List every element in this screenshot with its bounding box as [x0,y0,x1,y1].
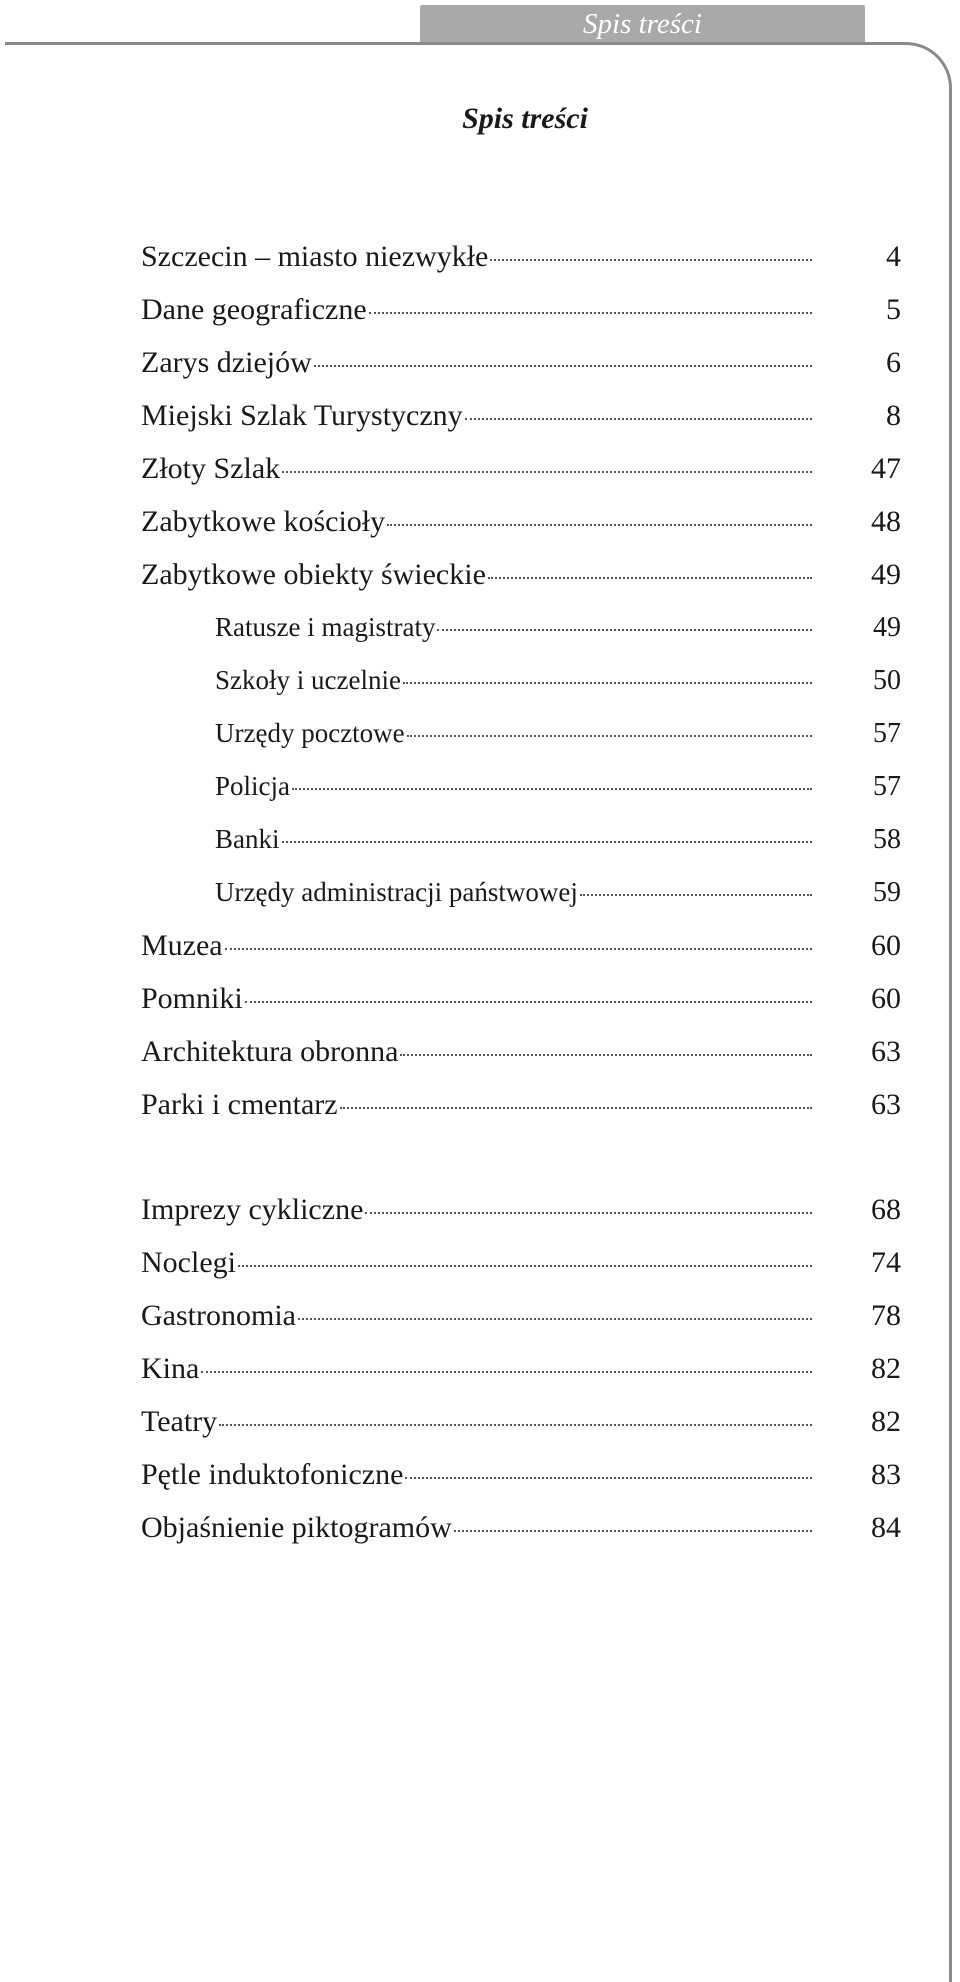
toc-page-number: 58 [873,824,901,855]
toc-page-number: 63 [871,1088,901,1121]
toc-entry-label: Ratusze i magistraty [215,612,436,642]
toc-dot-leader [465,418,812,420]
toc-entry-label: Pomniki [141,982,243,1015]
toc-entry[interactable] [141,389,901,442]
toc-entry[interactable] [141,1395,901,1448]
toc-entry[interactable] [141,283,901,336]
toc-dot-leader [387,524,812,526]
toc-dot-leader [437,629,812,631]
toc-dot-leader [340,1107,812,1109]
toc-page-number: 68 [871,1193,901,1226]
toc-dot-leader [490,259,812,261]
toc-entry[interactable] [141,230,901,283]
toc-page-number: 49 [871,558,901,591]
toc-page-number: 57 [873,771,901,802]
toc-group-main [141,230,901,1131]
toc-entry-label: Zabytkowe kościoły [141,505,386,538]
toc-dot-leader [405,1477,812,1479]
toc-entry[interactable] [141,548,901,601]
toc-page-number: 63 [871,1035,901,1068]
toc-dot-leader [407,735,812,737]
toc-dot-leader [403,682,812,684]
toc-dot-leader [201,1371,812,1373]
toc-entry-label: Parki i cmentarz [141,1088,338,1121]
toc-entry-label: Kina [141,1352,200,1385]
toc-page-number: 57 [873,718,901,749]
toc-entry-label: Objaśnienie piktogramów [141,1511,452,1544]
toc-page-number: 50 [873,665,901,696]
toc-page-number: 4 [886,240,901,273]
toc-entry-label: Pętle induktofoniczne [141,1458,404,1491]
toc-subentry[interactable] [141,707,901,760]
toc-group-info [141,1183,901,1554]
toc-page-number: 59 [873,877,901,908]
toc-page-number: 5 [886,293,901,326]
toc-dot-leader [314,365,812,367]
toc-entry-label: Muzea [141,929,223,962]
toc-entry[interactable] [141,1501,901,1554]
toc-dot-leader [238,1265,812,1267]
table-of-contents [141,230,901,1554]
toc-page-number: 47 [871,452,901,485]
toc-page-number: 74 [871,1246,901,1279]
toc-dot-leader [219,1424,812,1426]
toc-page-number: 49 [873,612,901,643]
toc-dot-leader [292,788,812,790]
toc-dot-leader [369,312,812,314]
toc-dot-leader [400,1054,812,1056]
toc-dot-leader [298,1318,812,1320]
toc-entry[interactable] [141,919,901,972]
toc-entry-label: Noclegi [141,1246,236,1279]
toc-entry[interactable] [141,336,901,389]
page-title: Spis treści [462,102,588,135]
toc-subentry[interactable] [141,654,901,707]
toc-entry-label: Architektura obronna [141,1035,399,1068]
toc-page-number: 78 [871,1299,901,1332]
toc-entry[interactable] [141,442,901,495]
toc-page-number: 8 [886,399,901,432]
toc-group-spacer [141,1131,901,1183]
toc-entry-label: Miejski Szlak Turystyczny [141,399,463,432]
toc-entry-label: Dane geograficzne [141,293,367,326]
toc-page-number: 82 [871,1405,901,1438]
toc-entry[interactable] [141,495,901,548]
toc-dot-leader [365,1212,812,1214]
toc-dot-leader [225,948,812,950]
toc-subentry[interactable] [141,760,901,813]
toc-dot-leader [580,894,812,896]
toc-entry-label: Zarys dziejów [141,346,312,379]
toc-page-number: 83 [871,1458,901,1491]
toc-page-number: 60 [871,929,901,962]
toc-entry[interactable] [141,1342,901,1395]
toc-entry-label: Szczecin – miasto niezwykłe [141,240,489,273]
toc-page-number: 84 [871,1511,901,1544]
header-tab [420,5,865,43]
toc-entry-label: Imprezy cykliczne [141,1193,364,1226]
toc-page-number: 60 [871,982,901,1015]
header-tab-label: Spis treści [583,8,702,40]
toc-page-number: 48 [871,505,901,538]
toc-entry-label: Teatry [141,1405,218,1438]
toc-dot-leader [245,1001,812,1003]
toc-dot-leader [282,841,813,843]
toc-subentry[interactable] [141,813,901,866]
toc-entry[interactable] [141,1236,901,1289]
toc-entry-label: Zabytkowe obiekty świeckie [141,558,486,591]
toc-dot-leader [454,1530,812,1532]
toc-subentry[interactable] [141,601,901,654]
toc-page-number: 82 [871,1352,901,1385]
toc-subentry[interactable] [141,866,901,919]
toc-dot-leader [488,577,812,579]
toc-entry-label: Policja [215,771,290,801]
toc-entry[interactable] [141,972,901,1025]
toc-entry-label: Urzędy administracji państwowej [215,877,578,907]
toc-entry[interactable] [141,1025,901,1078]
toc-entry-label: Gastronomia [141,1299,296,1332]
toc-dot-leader [282,471,812,473]
toc-entry[interactable] [141,1183,901,1236]
toc-entry[interactable] [141,1448,901,1501]
toc-entry-label: Urzędy pocztowe [215,718,405,748]
toc-page-number: 6 [886,346,901,379]
toc-entry-label: Banki [215,824,280,854]
toc-entry[interactable] [141,1289,901,1342]
toc-entry[interactable] [141,1078,901,1131]
toc-entry-label: Szkoły i uczelnie [215,665,401,695]
toc-entry-label: Złoty Szlak [141,452,281,485]
